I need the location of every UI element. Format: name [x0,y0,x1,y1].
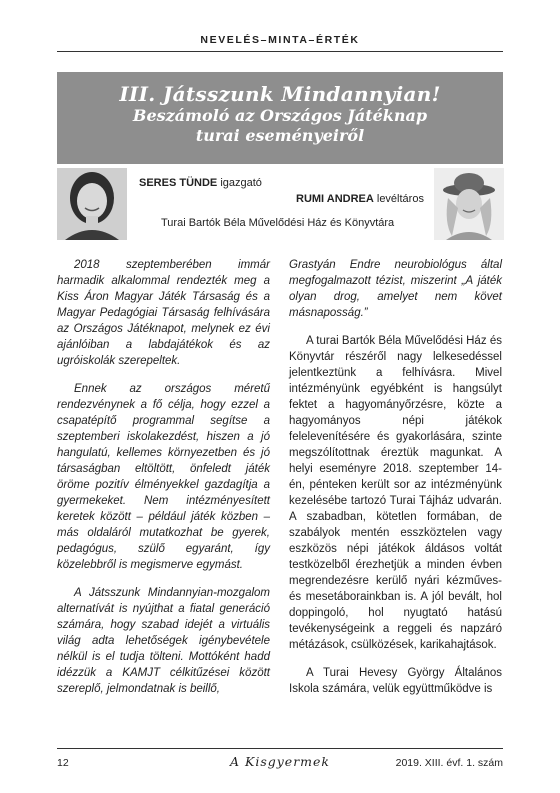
left-text-column [57,257,270,709]
page-number: 12 [57,757,69,769]
article-title-box [57,72,503,164]
magazine-name: A Kisgyermek [229,754,330,769]
left-paragraph-2: Ennek az országos méretű rendezvénynek a fő célja, hogy ezzel a csapatépítő programmal segítse a szeptemberi iskolakezdést, hiszen a jó hangulatú, kellemes környezetben és jó társaságban eltöltött, önfeledt játék öröme pozitív élményekkel gazdagítja a gyermekeket. Nem intézményesített keretek között – például játék közben – más oldaláról mutatkozhat be gyerek, pedagógus, szülő egyaránt, így közelebbről is megismerve egymást. [57,383,270,571]
left-paragraph-3: A Játsszunk Mindannyian-mozgalom alternatívát is nyújthat a fiatal generáció számára, hogy szabad idejét a virtuális világ adta lehetőségek igénybevétele nélkül is el tudja tölteni. Mottóként hadd idézzük a KAMJT célkitűzései között szereplő, jelmondatnak is beillő, [57,587,270,695]
author-right-role: levéltáros [376,193,424,205]
header-divider [57,51,503,52]
portrait-woman-hat-icon [434,168,504,240]
article-subtitle-line1: Beszámoló az Országos Játéknap [132,106,428,125]
author-right [296,193,424,205]
author-left [139,177,262,189]
right-paragraph-3: A Turai Hevesy György Általános Iskola számára, velük együttműködve is [289,667,502,695]
portrait-woman-dark-hair-icon [57,168,127,240]
author-photo-right [434,168,504,240]
section-header: NEVELÉS–MINTA–ÉRTÉK [200,34,360,46]
left-paragraph-1: 2018 szeptemberében immár harmadik alkalommal rendezték meg a Kiss Áron Magyar Játék Társaság és a Magyar Pedagógiai Társaság felhívására az Országos Játéknapot, melynek ez évi ajánlóiban a labdajátékok és az ugróiskolák szerepeltek. [57,259,270,367]
right-text-column [289,257,502,709]
footer-divider [57,748,503,749]
author-photo-left [57,168,127,240]
author-left-role: igazgató [220,177,262,189]
article-subtitle-line2: turai eseményeiről [195,126,365,145]
article-title: III. Játsszunk Mindannyian! [119,82,441,106]
right-paragraph-2: A turai Bartók Béla Művelődési Ház és Könyvtár részéről nagy lelkesedéssel jelentkeztünk a felhívásra. Mivel intézményünk egyébként is hangsúlyt fektet a hagyományőrzésre, közte a hagyományos népi játékok felelevenítésére és gyakorlására, szinte megszólítottnak éreztük magunkat. A helyi eseményre 2018. szeptember 14-én, pénteken került sor az intézményünk kezelésébe tartozó Turai Tájház udvarán. A szabadban, kötetlen formában, de szabályok mentén esszköztelen vagy eszközös népi játékok áldásos voltát testközelből érezhetjük a minden évben megrendezésre kerülő nyári kézműves- és mesetáborainkban is. A jól bevált, hol doppingoló, hol nyugtató hatású tevékenységeink a reggeli és napzáró métázások, csülközések, karikahajtások. [289,335,502,651]
author-left-name: SERES TÜNDE [139,177,218,189]
author-institution: Turai Bartók Béla Művelődési Ház és Könyvtára [161,217,395,229]
right-paragraph-1: Grastyán Endre neurobiológus által megfogalmazott tézist, miszerint „A játék olyan drog, amelyet nem követ másnaposság.” [289,259,502,319]
author-right-name: RUMI ANDREA [296,193,374,205]
issue-info: 2019. XIII. évf. 1. szám [395,757,503,769]
